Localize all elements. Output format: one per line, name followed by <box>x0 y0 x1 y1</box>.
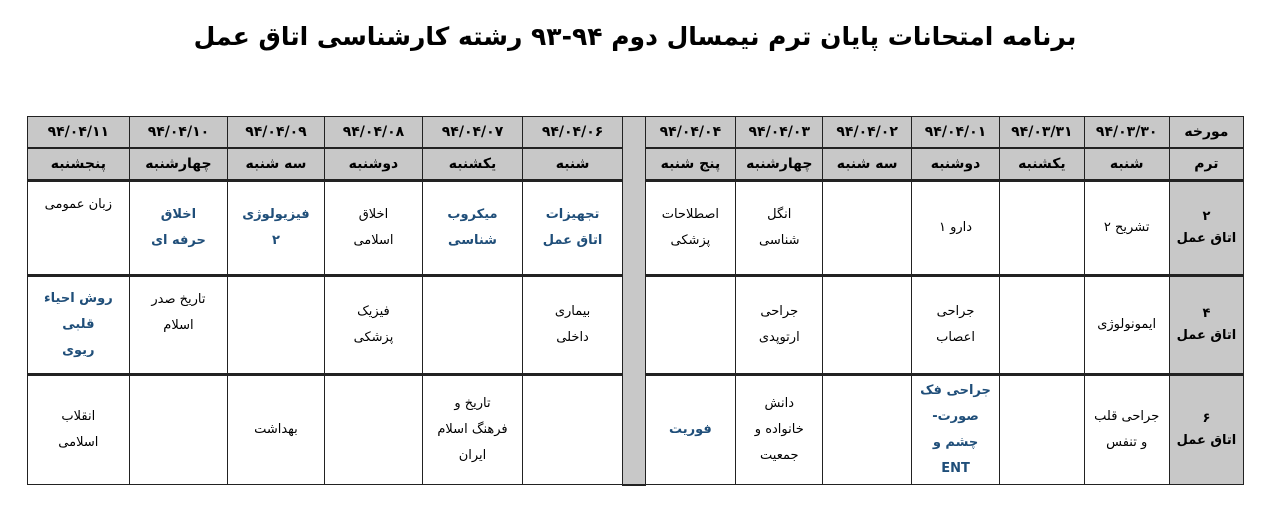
exam-cell <box>228 276 325 375</box>
date-cell: ۹۴/۰۴/۰۹ <box>228 117 325 149</box>
day-cell: پنج شنبه <box>645 148 735 181</box>
exam-cell <box>1000 375 1084 485</box>
exam-cell: جراحی ارتوپدی <box>736 276 823 375</box>
day-cell: چهارشنبه <box>129 148 228 181</box>
term-number: ۲ <box>1202 209 1211 224</box>
day-cell: دوشنبه <box>324 148 423 181</box>
day-cell: یکشنبه <box>423 148 523 181</box>
term-name: اتاق عمل <box>1176 328 1237 343</box>
term-row-header <box>1169 375 1243 485</box>
exam-cell: اصطلاحات پزشکی <box>645 181 735 276</box>
exam-schedule-table <box>27 116 1244 486</box>
exam-cell <box>129 375 228 485</box>
exam-cell <box>823 181 911 276</box>
holiday-separator <box>623 117 645 485</box>
exam-cell <box>823 375 911 485</box>
exam-cell: جراحی فک صورت- چشم و ENT <box>911 375 999 485</box>
exam-cell: ایمونولوژی <box>1084 276 1169 375</box>
date-cell: ۹۴/۰۴/۰۶ <box>522 117 623 149</box>
term-name: اتاق عمل <box>1176 231 1237 246</box>
date-cell: ۹۴/۰۴/۰۴ <box>645 117 735 149</box>
date-cell: ۹۴/۰۳/۳۱ <box>1000 117 1084 149</box>
term-label: ترم <box>1169 148 1243 181</box>
exam-cell: اخلاق اسلامی <box>324 181 423 276</box>
exam-cell: زبان عمومی <box>28 181 130 276</box>
exam-cell: انقلاب اسلامی <box>28 375 130 485</box>
term-row-header <box>1169 276 1243 375</box>
date-cell: ۹۴/۰۴/۰۲ <box>823 117 911 149</box>
page-title: برنامه امتحانات پایان ترم نیمسال دوم ۹۴-۹۳ رشته کارشناسی اتاق عمل <box>193 22 1077 51</box>
date-cell: ۹۴/۰۴/۰۳ <box>736 117 823 149</box>
exam-cell: اخلاق حرفه ای <box>129 181 228 276</box>
day-cell: پنجشنبه <box>28 148 130 181</box>
exam-cell: تشریح ۲ <box>1084 181 1169 276</box>
exam-cell: تجهیزات اتاق عمل <box>522 181 623 276</box>
date-cell: ۹۴/۰۴/۰۷ <box>423 117 523 149</box>
date-cell: ۹۴/۰۴/۱۱ <box>28 117 130 149</box>
exam-cell: تاریخ و فرهنگ اسلام ایران <box>423 375 523 485</box>
exam-cell: تاریخ صدر اسلام <box>129 276 228 375</box>
exam-cell: فوریت <box>645 375 735 485</box>
exam-cell: انگل شناسی <box>736 181 823 276</box>
day-cell: یکشنبه <box>1000 148 1084 181</box>
term-number: ۴ <box>1202 306 1211 321</box>
exam-cell: فیزیولوژی ۲ <box>228 181 325 276</box>
exam-cell: فیزیک پزشکی <box>324 276 423 375</box>
date-cell: ۹۴/۰۴/۰۸ <box>324 117 423 149</box>
day-cell: شنبه <box>1084 148 1169 181</box>
exam-cell <box>522 375 623 485</box>
day-cell: سه شنبه <box>823 148 911 181</box>
exam-cell: جراحی قلب و تنفس <box>1084 375 1169 485</box>
header-date-row <box>28 117 1244 149</box>
exam-cell <box>645 276 735 375</box>
day-cell: سه شنبه <box>228 148 325 181</box>
exam-cell: دانش خانواده و جمعیت <box>736 375 823 485</box>
exam-cell <box>823 276 911 375</box>
day-cell: شنبه <box>522 148 623 181</box>
exam-cell <box>1000 276 1084 375</box>
exam-cell <box>1000 181 1084 276</box>
term-number: ۶ <box>1202 411 1211 426</box>
exam-cell: میکروب شناسی <box>423 181 523 276</box>
date-cell: ۹۴/۰۴/۱۰ <box>129 117 228 149</box>
exam-cell: بیماری داخلی <box>522 276 623 375</box>
date-cell: ۹۴/۰۴/۰۱ <box>911 117 999 149</box>
exam-cell <box>423 276 523 375</box>
term-row-header <box>1169 181 1243 276</box>
exam-cell: دارو ۱ <box>911 181 999 276</box>
exam-cell <box>324 375 423 485</box>
exam-cell: بهداشت <box>228 375 325 485</box>
date-label: مورخه <box>1169 117 1243 149</box>
term-name: اتاق عمل <box>1176 433 1237 448</box>
exam-cell: جراحی اعصاب <box>911 276 999 375</box>
date-cell: ۹۴/۰۳/۳۰ <box>1084 117 1169 149</box>
day-cell: چهارشنبه <box>736 148 823 181</box>
exam-cell: روش احیاء قلبی ریوی <box>28 276 130 375</box>
day-cell: دوشنبه <box>911 148 999 181</box>
